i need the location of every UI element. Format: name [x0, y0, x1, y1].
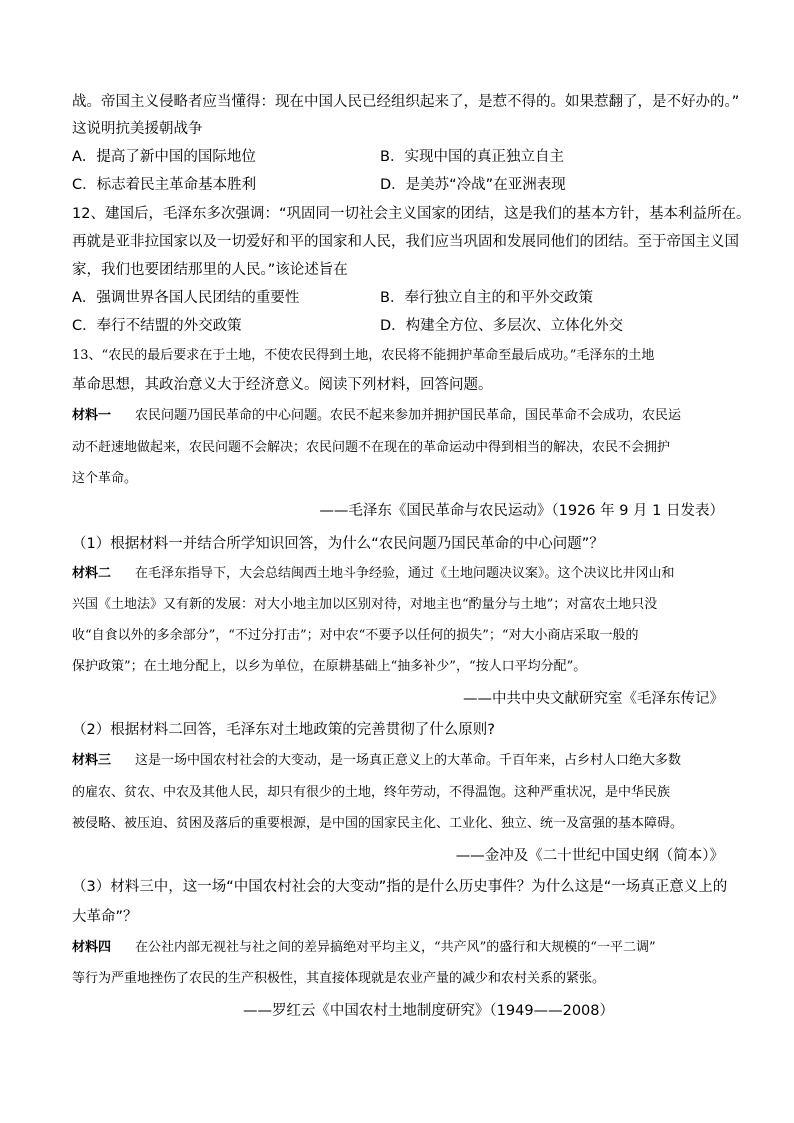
material-4-line1 — [72, 937, 656, 959]
material-4-source: ——罗红云《中国农村土地制度研究》（1949——2008） — [242, 1003, 614, 1019]
q13-intro-line1: 13、“农民的最后要求在于土地，不使农民得到土地，农民将不能拥护革命至最后成功。”毛泽东的土地 — [72, 348, 655, 363]
q12-text-line3: 家，我们也要团结那里的人民。”该论述旨在 — [72, 262, 348, 278]
material-1-label: 材料一 — [72, 408, 112, 423]
material-2-text: 在毛泽东指导下，大会总结闽西土地斗争经验，通过《土地问题决议案》。这个决议比井冈山和 — [135, 566, 675, 581]
material-2-label: 材料二 — [72, 566, 112, 581]
material-3-label: 材料三 — [72, 753, 112, 768]
material-3-source: ——金冲及《二十世纪中国史纲（简本）》 — [455, 848, 724, 864]
material-2-line4: 保护政策”；在土地分配上，以乡为单位，在原耕基础上“抽多补少”，“按人口平均分配”。 — [72, 659, 587, 674]
material-4-text: 在公社内部无视社与社之间的差异搞绝对平均主义，“共产风”的盛行和大规模的“一平二调” — [135, 940, 656, 955]
material-3-text: 这是一场中国农村社会的大变动，是一场真正意义上的大革命。千百年来，占乡村人口绝大多数 — [135, 753, 682, 768]
material-4-line2: 等行为严重地挫伤了农民的生产积极性，其直接体现就是农业产量的减少和农村关系的紧张。 — [72, 971, 606, 986]
q13-sub-question-2: （2）根据材料二回答，毛泽东对土地政策的完善贯彻了什么原则? — [72, 722, 495, 738]
q11-text-line2: 这说明抗美援朝战争 — [72, 121, 203, 137]
material-1-source: ——毛泽东《国民革命与农民运动》（1926 年 9 月 1 日发表） — [319, 503, 724, 519]
material-4-label: 材料四 — [72, 940, 112, 955]
q12-text-line2: 再就是亚非拉国家以及一切爱好和平的国家和人民，我们应当巩固和发展同他们的团结。至于帝国主义国 — [72, 234, 739, 250]
material-1-line3: 这个革命。 — [72, 471, 138, 486]
q12-option-d: D．构建全方位、多层次、立体化外交 — [380, 318, 624, 334]
q12-option-a: A．强调世界各国人民团结的重要性 — [72, 290, 300, 306]
q11-text-line1: 战。帝国主义侵略者应当懂得：现在中国人民已经组织起来了，是惹不得的。如果惹翻了，是不好办的。” — [72, 94, 740, 110]
q13-intro-line2: 革命思想，其政治意义大于经济意义。阅读下列材料，回答问题。 — [72, 377, 493, 393]
material-2-line1 — [72, 563, 675, 585]
material-3-line1 — [72, 750, 681, 772]
material-2-line3: 收“自食以外的多余部分”，“不过分打击”；对中农“不要予以任何的损失”；“对大小商店采取一般的 — [72, 628, 639, 643]
material-2-source: ——中共中央文献研究室《毛泽东传记》 — [463, 691, 724, 707]
material-1-text: 农民问题乃国民革命的中心问题。农民不起来参加并拥护国民革命，国民革命不会成功，农民运 — [135, 408, 682, 423]
q11-option-a: A．提高了新中国的国际地位 — [72, 149, 256, 165]
q11-option-c: C．标志着民主革命基本胜利 — [72, 177, 257, 193]
q12-option-c: C．奉行不结盟的外交政策 — [72, 318, 242, 334]
material-3-line3: 被侵略、被压迫、贫困及落后的重要根源，是中国的国家民主化、工业化、独立、统一及富强的基本障碍。 — [72, 816, 684, 831]
material-2-line2: 兴国《土地法》又有新的发展：对大小地主加以区别对待，对地主也“酌量分与土地”；对富农土地只没 — [72, 597, 658, 612]
material-3-line2: 的雇农、贫农、中农及其他人民，却只有很少的土地，终年劳动，不得温饱。这种严重状况，是中华民族 — [72, 785, 671, 800]
q13-sub-question-1: （1）根据材料一并结合所学知识回答，为什么“农民问题乃国民革命的中心问题”？ — [72, 536, 604, 552]
q13-sub-question-3-line2: 大革命”？ — [72, 909, 138, 925]
q11-option-b: B．实现中国的真正独立自主 — [380, 149, 564, 165]
material-1-line2: 动不赶速地做起来，农民问题不会解决；农民问题不在现在的革命运动中得到相当的解决，农民不会拥护 — [72, 440, 671, 455]
material-1-line1 — [72, 405, 681, 427]
q11-option-d: D．是美苏“冷战”在亚洲表现 — [380, 177, 566, 193]
q13-sub-question-3-line1: （3）材料三中，这一场“中国农村社会的大变动”指的是什么历史事件？为什么这是“一场真正意义上的 — [72, 879, 728, 895]
q12-text-line1: 12、建国后，毛泽东多次强调：“巩固同一切社会主义国家的团结，这是我们的基本方针，基本利益所在。 — [72, 206, 751, 222]
q12-option-b: B．奉行独立自主的和平外交政策 — [380, 290, 593, 306]
